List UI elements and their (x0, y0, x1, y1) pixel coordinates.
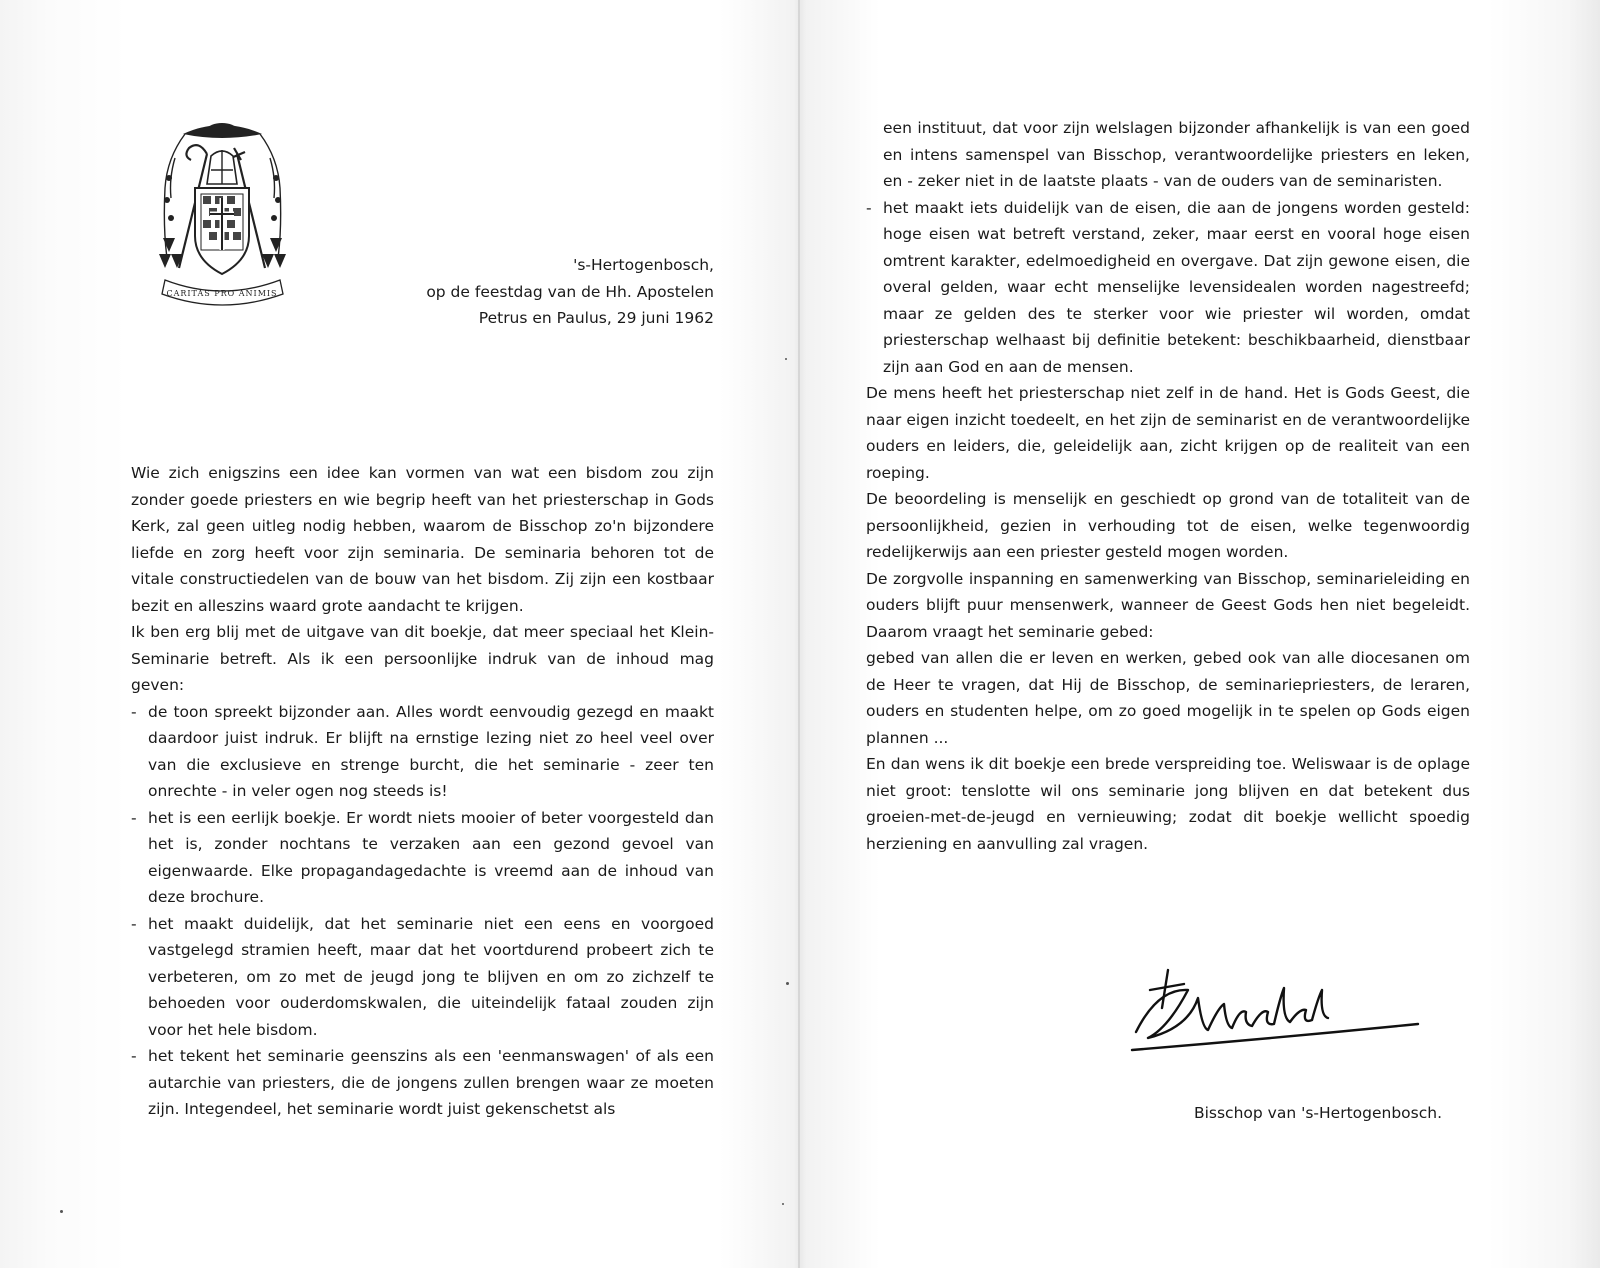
intro-paragraph: Wie zich enigszins een idee kan vormen van wat een bisdom zou zijn zonder goede priesters en wie begrip heeft van het priesterschap in Gods Kerk, zal geen uitleg nodig hebben, waarom de Bisschop zo'n bijzondere liefde en zorg heeft voor zijn seminaria. De seminaria behoren tot de vitale constructiedelen van de bouw van het bisdom. Zij zijn een kostbaar bezit en alleszins waard grote aandacht te krijgen. (131, 464, 714, 615)
paper-speck (785, 358, 787, 360)
list-item (131, 805, 714, 911)
bullet-marker: - (131, 702, 137, 721)
dateline (426, 252, 714, 332)
bullet-text: het maakt iets duidelijk van de eisen, die aan de jongens worden gesteld: hoge eisen wat betreft verstand, zeker, maar eerst en vooral hoge eisen omtrent karakter, edelmoedigheid en overgave. Dat zijn gewone eisen, die overal gelden, waar echt menselijke levensidealen worden nagestreefd; maar ze gelden des te sterker voor wie priester wil worden, omdat priesterschap welhaast bij definitie betekent: beschikbaarheid, dienstbaar zijn aan God en aan de mensen. (883, 198, 1470, 376)
left-page (0, 0, 798, 1268)
svg-text:CARITAS PRO ANIMIS: CARITAS PRO ANIMIS (166, 289, 278, 298)
left-body-text (131, 460, 714, 1123)
dateline-place: 's-Hertogenbosch, (573, 256, 714, 274)
paragraph-roeping: De mens heeft het priesterschap niet zelf in de hand. Het is Gods Geest, die naar eigen inzicht toedeelt, en het zijn de seminarist en de verantwoordelijke ouders en leiders, die, geleidelijk aan, zicht krijgen op de realiteit van een roeping. (866, 384, 1470, 482)
paragraph-verspreiding: En dan wens ik dit boekje een brede verspreiding toe. Weliswaar is de oplage niet groot: tenslotte wil ons seminarie jong blijven en dat betekent dus groeien-met-de-jeugd en vernieuwing; zodat dit boekje wellicht spoedig herziening en aanvulling zal vragen. (866, 755, 1470, 853)
continuation-paragraph: een instituut, dat voor zijn welslagen bijzonder afhankelijk is van een goed en intens samenspel van Bisschop, verantwoordelijke priesters en leken, en - zeker niet in de laatste plaats - van de ouders van de seminaristen. (883, 119, 1470, 190)
bullet-marker: - (131, 808, 137, 827)
list-item (131, 911, 714, 1044)
paragraph-samenwerking: De zorgvolle inspanning en samenwerking van Bisschop, seminarieleiding en ouders blijft puur mensenwerk, wanneer de Geest Gods hen niet begeleidt. Daarom vraagt het seminarie gebed: (866, 569, 1470, 641)
bullet-marker: - (131, 914, 137, 933)
right-page (800, 0, 1600, 1268)
dateline-date: Petrus en Paulus, 29 juni 1962 (478, 309, 714, 327)
signature-icon (1128, 968, 1428, 1068)
paragraph-beoordeling: De beoordeling is menselijk en geschiedt op grond van de totaliteit van de persoonlijkheid, gezien in verhouding tot de eisen, welke tegenwoordig redelijkerwijs aan een priester gesteld mogen worden. (866, 490, 1470, 561)
right-body-text (866, 115, 1470, 857)
paper-speck (60, 1210, 63, 1213)
paper-speck (782, 1203, 784, 1205)
list-item (131, 1043, 714, 1123)
bullet-marker: - (866, 198, 872, 217)
bullet-marker: - (131, 1047, 137, 1065)
bullet-text: het tekent het seminarie geenszins als een 'eenmanswagen' of als een autarchie van priesters, die de jongens zullen brengen waar ze moeten zijn. Integendeel, het seminarie wordt juist gekenschetst als (148, 1047, 714, 1118)
dateline-feast: op de feestdag van de Hh. Apostelen (426, 282, 714, 301)
bullet-text: het maakt duidelijk, dat het seminarie niet een eens en voorgoed vastgelegd stramien heeft, maar dat het voortdurend probeert zich te verbeteren, om zo met de jeugd jong te blijven en om zo zichzelf te behoeden voor ouderdomskwalen, die uiteindelijk fataal zouden zijn voor het hele bisdom. (148, 914, 714, 1039)
coat-of-arms-icon (155, 118, 290, 308)
impression-paragraph: Ik ben erg blij met de uitgave van dit boekje, dat meer speciaal het Klein-Seminarie betreft. Als ik een persoonlijke indruk van de inhoud mag geven: (131, 623, 714, 694)
signature-caption: Bisschop van 's-Hertogenbosch. (1193, 1104, 1442, 1122)
list-item (131, 699, 714, 805)
list-item (866, 195, 1470, 381)
paper-speck (786, 982, 789, 985)
paragraph-gebed: gebed van allen die er leven en werken, gebed ook van alle diocesanen om de Heer te vragen, dat Hij de Bisschop, de seminariepriesters, de leraren, ouders en studenten helpe, om zo goed mogelijk in te spelen op Gods eigen plannen ... (866, 649, 1470, 747)
bullet-text: de toon spreekt bijzonder aan. Alles wordt eenvoudig gezegd en maakt daardoor juist indruk. Er blijft na ernstige lezing niet zo heel veel over van die exclusieve en strenge burcht, die het seminarie - zeer ten onrechte - in veler ogen nog steeds is! (148, 702, 714, 800)
bullet-text: het is een eerlijk boekje. Er wordt niets mooier of beter voorgesteld dan het is, zonder nochtans te verzaken aan een gezond gevoel van eigenwaarde. Elke propagandagedachte is vreemd aan de inhoud van deze brochure. (148, 808, 714, 906)
